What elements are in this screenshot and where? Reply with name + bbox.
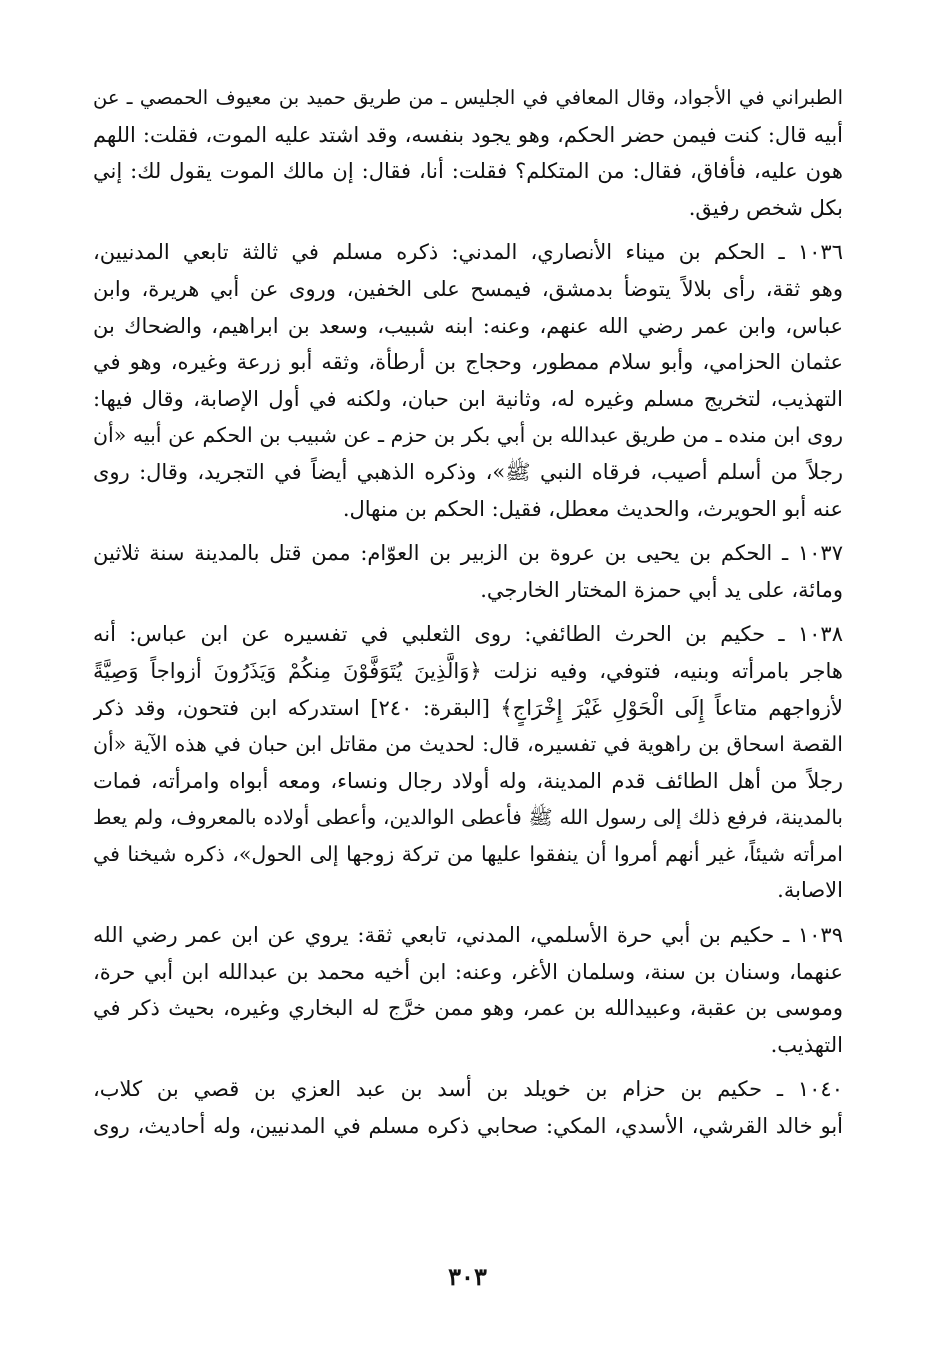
text-line: ١٠٣٧ ـ الحكم بن يحيى بن عروة بن الزبير بن العوّام: ممن قتل بالمدينة سنة ثلاثين — [93, 541, 843, 566]
text-line: هون عليه، فأفاق، فقال: من المتكلم؟ فقلت: أنا، فقال: إن مالك الموت يقول لك: إني — [93, 159, 843, 184]
text-line: القصة اسحاق بن راهوية في تفسيره، قال: لحديث من مقاتل ابن حبان في هذه الآية «أن — [93, 732, 843, 757]
text-line: هاجر بامرأته وبنيه، فتوفي، وفيه نزلت ﴿وَالَّذِينَ يُتَوَفَّوْنَ مِنكُمْ وَيَذَرُونَ أزواجاً وَصِيَّةً — [93, 658, 843, 683]
page-number: ٣٠٣ — [448, 1262, 487, 1291]
page-text — [93, 80, 843, 1145]
entry-1040 — [93, 1071, 843, 1144]
entry-1036 — [93, 234, 843, 527]
text-line: وموسى بن عقبة، وعبيدالله بن عمر، وهو ممن خرَّج له البخاري وغيره، بحيث ذكر في — [93, 996, 843, 1021]
text-line: رجلاً من أهل الطائف قدم المدينة، وله أولاد رجال ونساء، ومعه أبواه وامرأته، فمات — [93, 768, 843, 793]
text-line: ١٠٤٠ ـ حكيم بن حزام بن خويلد بن أسد بن عبد العزي بن قصي بن كلاب، — [93, 1077, 843, 1102]
text-line: ومائة، على يد أبي حمزة المختار الخارجي. — [480, 577, 843, 602]
text-line: وهو ثقة، رأى بلالاً يتوضأ بدمشق، فيمسح على الخفين، وروى عن أبي هريرة، وابن — [93, 276, 843, 301]
text-line: أبيه قال: كنت فيمن حضر الحكم، وهو يجود بنفسه، وقد اشتد عليه الموت، فقلت: اللهم — [93, 122, 843, 147]
text-line: بكل شخص رفيق. — [688, 195, 843, 220]
text-line: بالمدينة، فرفع ذلك إلى رسول الله ﷺ فأعطى الوالدين، وأعطى أولاده بالمعروف، ولم يعط — [93, 805, 843, 830]
text-line: ١٠٣٩ ـ حكيم بن أبي حرة الأسلمي، المدني، تابعي ثقة: يروي عن ابن عمر رضي الله — [93, 923, 843, 948]
text-line: الاصابة. — [777, 878, 843, 903]
text-line: عثمان الحزامي، وأبو سلام ممطور، وحجاج بن أرطأة، وثقه أبو زرعة وغيره، وهو في — [93, 350, 843, 375]
paragraph-continuation — [93, 80, 843, 226]
entry-1039 — [93, 917, 843, 1063]
text-line: التهذيب، لتخريج مسلم وغيره له، وثانية ابن حبان، ولكنه في أول الإصابة، وقال فيها: — [93, 386, 843, 411]
text-line: عنهما، وسنان بن سنة، وسلمان الأغر، وعنه: ابن أخيه محمد بن عبدالله ابن أبي حرة، — [93, 959, 843, 984]
text-line: ١٠٣٨ ـ حكيم بن الحرث الطائفي: روى الثعلبي في تفسيره عن ابن عباس: أنه — [93, 622, 843, 647]
text-line: رجلاً من أسلم أصيب، فرقاه النبي ﷺ»، وذكره الذهبي أيضاً في التجريد، وقال: روى — [93, 459, 843, 484]
text-line: عباس، وابن عمر رضي الله عنهم، وعنه: ابنه شبيب، وسعد بن ابراهيم، والضحاك بن — [93, 313, 843, 338]
entry-1038 — [93, 616, 843, 909]
text-line: امرأته شيئاً، غير أنهم أمروا أن ينفقوا عليها من تركة زوجها إلى الحول»، ذكره شيخنا في — [93, 841, 843, 866]
text-line: التهذيب. — [770, 1032, 843, 1057]
entry-1037 — [93, 535, 843, 608]
text-line: روى ابن منده ـ من طريق عبدالله بن أبي بكر بن حزم ـ عن شبيب بن الحكم عن أبيه «أن — [93, 423, 843, 448]
text-line: أبو خالد القرشي، الأسدي، المكي: صحابي ذكره مسلم في المدنيين، وله أحاديث، روى — [93, 1114, 843, 1139]
text-line: الطبراني في الأجواد، وقال المعافي في الجليس ـ من طريق حميد بن معيوف الحمصي ـ عن — [93, 86, 843, 109]
text-line: عنه أبو الحويرث، والحديث معطل، فقيل: الحكم بن منهال. — [342, 496, 843, 521]
text-line: ١٠٣٦ ـ الحكم بن ميناء الأنصاري، المدني: ذكره مسلم في ثالثة تابعي المدنيين، — [93, 240, 843, 265]
text-line: لأزواجهم متاعاً إِلَى الْحَوْلِ غَيْرَ إِخْرَاجٍ﴾ [البقرة: ٢٤٠] استدركه ابن فتحون، وقد ذكر — [93, 695, 843, 720]
